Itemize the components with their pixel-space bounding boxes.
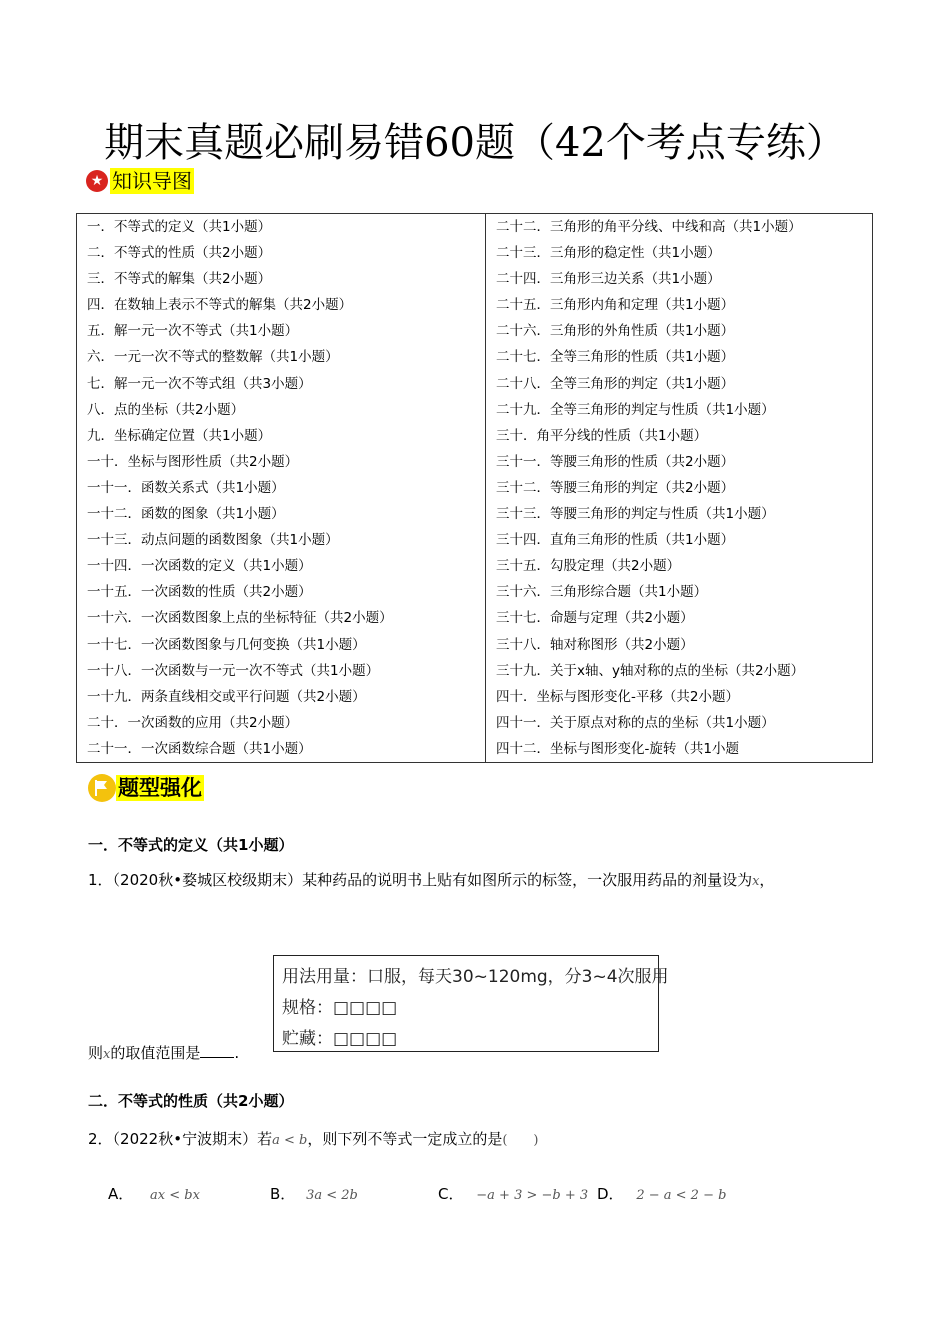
toc-right-column — [486, 214, 873, 763]
section-label: 知识导图 — [112, 169, 192, 193]
section-label: 题型强化 — [118, 776, 202, 800]
answer-blank[interactable] — [200, 1043, 234, 1058]
q2-text — [88, 1128, 538, 1149]
toc-item: 二十．一次函数的应用（共2小题） — [87, 714, 299, 731]
choice-d[interactable] — [597, 1183, 726, 1204]
q1-var: x — [752, 874, 760, 889]
q1-answer-suffix: 的取值范围是 — [110, 1044, 201, 1062]
toc-item: 三十四．直角三角形的性质（共1小题） — [496, 532, 735, 549]
choice-letter: B． — [270, 1185, 296, 1203]
q2-condition: a < b — [272, 1133, 308, 1148]
medicine-label-image — [273, 955, 669, 1052]
toc-item: 一十四．一次函数的定义（共1小题） — [87, 558, 312, 575]
toc-item: 六．一元一次不等式的整数解（共1小题） — [87, 349, 339, 366]
label-line: 贮藏：□□□□ — [282, 1029, 398, 1049]
toc-item: 三十七．命题与定理（共2小题） — [496, 610, 694, 627]
choice-expr: 2 − a < 2 − b — [636, 1188, 727, 1203]
label-line: 规格：□□□□ — [282, 998, 398, 1018]
toc-item: 一十八．一次函数与一元一次不等式（共1小题） — [87, 662, 380, 679]
choice-letter: D． — [597, 1185, 624, 1203]
toc-item: 一十七．一次函数图象与几何变换（共1小题） — [87, 636, 366, 653]
toc-item: 三十．角平分线的性质（共1小题） — [496, 427, 708, 444]
toc-item: 七．解一元一次不等式组（共3小题） — [87, 375, 312, 392]
q1-text — [88, 869, 774, 890]
choice-letter: A． — [108, 1185, 134, 1203]
toc-item: 四十一．关于原点对称的点的坐标（共1小题） — [496, 714, 775, 731]
choice-letter: C． — [438, 1185, 464, 1203]
toc-item: 二十八．全等三角形的判定（共1小题） — [496, 375, 735, 392]
choice-expr: −a + 3 > −b + 3 — [476, 1188, 589, 1203]
toc-item: 三十六．三角形综合题（共1小题） — [496, 584, 708, 601]
toc-item: 二．不等式的性质（共2小题） — [87, 245, 272, 262]
toc-item: 一．不等式的定义（共1小题） — [87, 219, 272, 235]
toc-item: 一十六．一次函数图象上点的坐标特征（共2小题） — [87, 610, 393, 627]
section-header-practice — [88, 773, 204, 803]
q1-heading: 一．不等式的定义（共1小题） — [88, 836, 294, 854]
toc-item: 四十二．坐标与图形变化-旋转（共1小题 — [496, 740, 739, 757]
toc-table — [76, 213, 873, 763]
toc-item: 三十五．勾股定理（共2小题） — [496, 558, 681, 575]
q2-paren: ( ) — [502, 1133, 539, 1148]
choice-c[interactable] — [438, 1183, 588, 1204]
q1-stem: 1．（2020秋•婺城区校级期末）某种药品的说明书上贴有如图所示的标签，一次服用药品的剂量设为 — [88, 871, 753, 889]
choice-expr: ax < bx — [150, 1188, 200, 1203]
toc-item: 三十八．轴对称图形（共2小题） — [496, 636, 694, 653]
q2-stem: 2．（2022秋•宁波期末）若 — [88, 1130, 273, 1148]
toc-item: 五．解一元一次不等式（共1小题） — [87, 323, 299, 340]
page-title: 期末真题必刷易错60题（42个考点专练） — [104, 120, 846, 166]
toc-item: 三十九．关于x轴、y轴对称的点的坐标（共2小题） — [496, 662, 805, 679]
q1-var: x — [103, 1047, 111, 1062]
section-header-knowledge-map — [86, 166, 194, 196]
toc-item: 二十七．全等三角形的性质（共1小题） — [496, 349, 735, 366]
q2-tail: ，则下列不等式一定成立的是 — [307, 1130, 503, 1148]
toc-item: 一十二．函数的图象（共1小题） — [87, 506, 285, 523]
toc-item: 一十三．动点问题的函数图象（共1小题） — [87, 532, 339, 549]
toc-item: 一十九．两条直线相交或平行问题（共2小题） — [87, 688, 366, 705]
q1-answer-line — [88, 1042, 239, 1063]
toc-item: 三．不等式的解集（共2小题） — [87, 271, 272, 288]
toc-item: 四十．坐标与图形变化-平移（共2小题） — [496, 688, 739, 705]
toc-item: 四．在数轴上表示不等式的解集（共2小题） — [87, 297, 353, 314]
toc-item: 二十九．全等三角形的判定与性质（共1小题） — [496, 401, 775, 418]
toc-item: 二十五．三角形内角和定理（共1小题） — [496, 297, 735, 314]
label-line: 用法用量：口服，每天30~120mg，分3~4次服用 — [282, 967, 669, 987]
toc-item: 八．点的坐标（共2小题） — [87, 401, 245, 418]
q1-tail: ， — [759, 871, 775, 889]
toc-item: 九．坐标确定位置（共1小题） — [87, 427, 272, 444]
q1-answer-end: . — [234, 1044, 240, 1062]
toc-item: 一十．坐标与图形性质（共2小题） — [87, 453, 299, 470]
flag-badge-icon — [88, 774, 116, 802]
toc-item: 三十三．等腰三角形的判定与性质（共1小题） — [496, 506, 775, 523]
toc-item: 一十五．一次函数的性质（共2小题） — [87, 584, 312, 601]
q1-answer-prefix: 则 — [88, 1044, 104, 1062]
toc-item: 二十六．三角形的外角性质（共1小题） — [496, 323, 735, 340]
choice-a[interactable] — [108, 1183, 200, 1204]
toc-item: 二十一．一次函数综合题（共1小题） — [87, 740, 312, 757]
toc-item: 二十三．三角形的稳定性（共1小题） — [496, 245, 721, 262]
star-badge-icon: ★ — [86, 170, 108, 192]
toc-item: 一十一．函数关系式（共1小题） — [87, 479, 285, 496]
toc-item: 三十一．等腰三角形的性质（共2小题） — [496, 453, 735, 470]
q2-heading: 二．不等式的性质（共2小题） — [88, 1092, 294, 1110]
toc-item: 二十二．三角形的角平分线、中线和高（共1小题） — [496, 219, 802, 235]
toc-left-column — [77, 214, 486, 763]
toc-item: 三十二．等腰三角形的判定（共2小题） — [496, 479, 735, 496]
choice-expr: 3a < 2b — [306, 1188, 358, 1203]
toc-item: 二十四．三角形三边关系（共1小题） — [496, 271, 721, 288]
choice-b[interactable] — [270, 1183, 358, 1204]
